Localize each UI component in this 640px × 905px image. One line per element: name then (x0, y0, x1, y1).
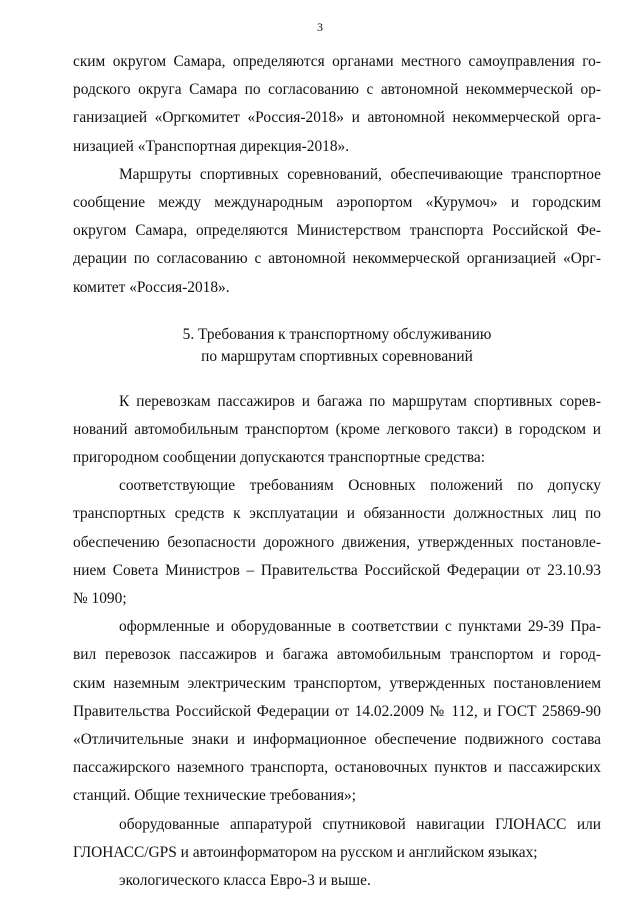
text-line: пассажирского наземного транспорта, остановочных пунктов и пассажирских (73, 759, 601, 777)
text-line: Правительства Российской Федерации от 14.02.2009 № 112, и ГОСТ 25869-90 (73, 702, 601, 720)
paragraph-4 (73, 472, 601, 613)
section-heading-line-2: по маршрутам спортивных соревнований (201, 347, 473, 365)
text-line: округом Самара, определяются Министерством транспорта Российской Фе- (73, 222, 601, 240)
paragraph-1 (73, 48, 601, 161)
paragraph-6 (73, 811, 601, 867)
text-line: ГЛОНАСС/GPS и автоинформатором на русском и английском языках; (73, 843, 538, 861)
text-line: сообщение между международным аэропортом «Курумоч» и городским (73, 193, 601, 211)
text-line: «Отличительные знаки и информационное обеспечение подвижного состава (73, 730, 601, 748)
text-line: дерации по согласованию с автономной некоммерческой организацией «Орг- (73, 250, 601, 268)
page-number: 3 (317, 20, 323, 34)
text-line: ганизацией «Оргкомитет «Россия-2018» и автономной некоммерческой орга- (73, 109, 601, 127)
text-line: вил перевозок пассажиров и багажа автомобильным транспортом и город- (73, 646, 601, 664)
text-line: К перевозкам пассажиров и багажа по маршрутам спортивных сорев- (119, 392, 601, 410)
text-line: соответствующие требованиям Основных положений по допуску (119, 477, 601, 495)
paragraph-5 (73, 613, 601, 810)
section-heading-line-1: 5. Требования к транспортному обслуживанию (182, 325, 492, 343)
text-line: родского округа Самара по согласованию с автономной некоммерческой ор- (73, 81, 601, 99)
text-line: транспортных средств к эксплуатации и обязанности должностных лиц по (73, 505, 601, 523)
text-line: ским округом Самара, определяются органами местного самоуправления го- (73, 53, 601, 70)
text-line: оформленные и оборудованные в соответствии с пунктами 29-39 Пра- (119, 618, 601, 636)
text-line: нием Совета Министров – Правительства Российской Федерации от 23.10.93 (73, 561, 601, 579)
paragraph-7 (73, 867, 601, 895)
paragraph-2 (73, 161, 601, 302)
section-heading (73, 324, 601, 368)
text-line: оборудованные аппаратурой спутниковой навигации ГЛОНАСС или (119, 815, 601, 833)
document-body (73, 48, 601, 895)
text-line: комитет «Россия-2018». (73, 278, 230, 296)
text-line: экологического класса Евро-3 и выше. (119, 871, 371, 889)
text-line: обеспечению безопасности дорожного движения, утвержденных постановле- (73, 533, 601, 551)
text-line: Маршруты спортивных соревнований, обеспечивающие транспортное (119, 165, 601, 183)
paragraph-3 (73, 388, 601, 473)
text-line: низацией «Транспортная дирекция-2018». (73, 137, 350, 155)
text-line: ским наземным электрическим транспортом, утвержденных постановлением (73, 674, 601, 692)
text-line: № 1090; (73, 590, 127, 607)
text-line: станций. Общие технические требования»; (73, 787, 357, 805)
text-line: нований автомобильным транспортом (кроме легкового такси) в городском и (73, 420, 601, 438)
text-line: пригородном сообщении допускаются транспортные средства: (73, 449, 486, 467)
